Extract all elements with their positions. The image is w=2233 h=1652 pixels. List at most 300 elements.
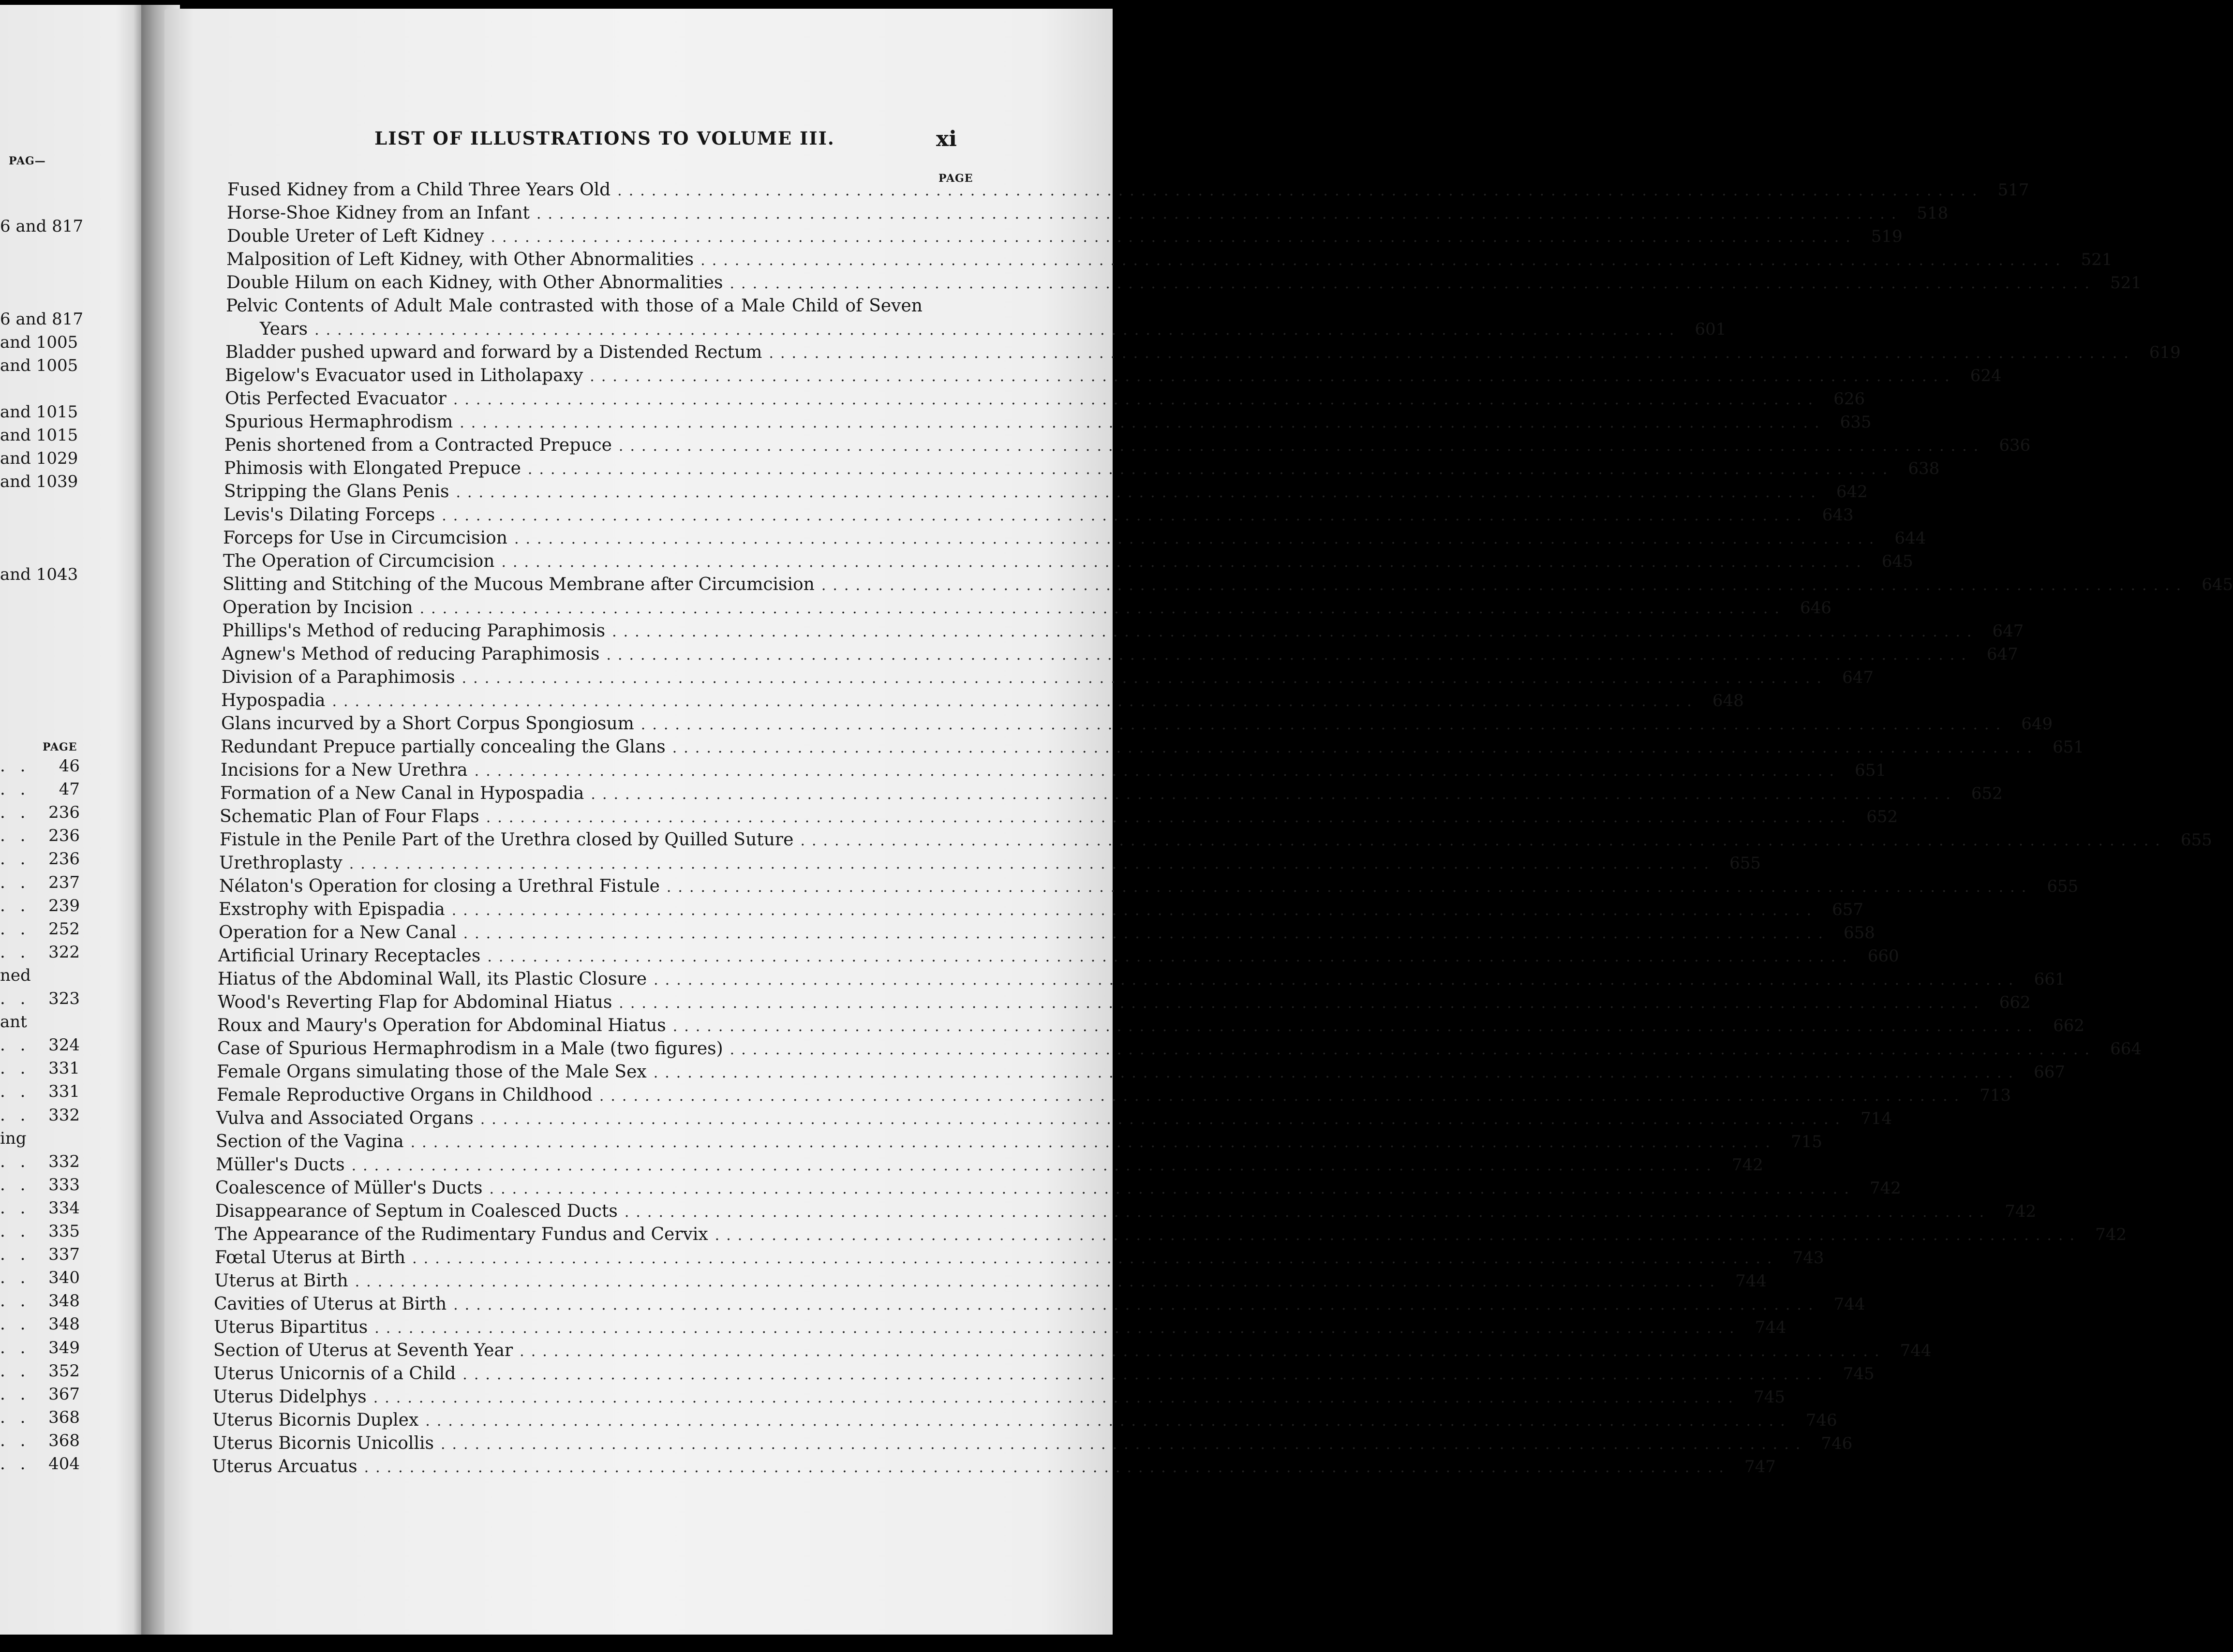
left-page-line	[0, 1129, 80, 1148]
toc-entry-page: 518	[1917, 204, 1949, 223]
left-page-leader-dots: . .	[0, 1059, 30, 1078]
leader-dots: ........................................................................................................................	[364, 1459, 1730, 1476]
left-page-line	[0, 1152, 80, 1171]
left-page-line	[0, 1012, 80, 1032]
leader-dots: ........................................................................................................................	[491, 229, 1857, 246]
toc-entry	[224, 435, 2031, 458]
toc-entry	[213, 1364, 1875, 1387]
toc-entry-page: 661	[2034, 970, 2066, 989]
toc-entry-page: 667	[2034, 1062, 2066, 1082]
toc-entry-page: 715	[1791, 1132, 1822, 1151]
toc-entry-page: 744	[1735, 1271, 1767, 1291]
toc-entry-page: 645	[1881, 552, 1913, 571]
toc-entry-page: 655	[2047, 877, 2079, 896]
toc-entry-page: 626	[1833, 389, 1865, 409]
leader-dots: ........................................................................................................................	[480, 1111, 1847, 1128]
leader-dots: ........................................................................................................................	[769, 345, 2135, 362]
left-page-line-number: 334	[48, 1198, 80, 1218]
left-page-line-number: 340	[48, 1268, 80, 1287]
toc-entry-page: 519	[1871, 227, 1903, 246]
left-page-leader-dots: . .	[0, 919, 30, 939]
toc-entry-page: 635	[1840, 413, 1872, 432]
toc-entry-page: 649	[2021, 714, 2053, 734]
toc-entry	[227, 226, 1903, 250]
toc-entry-page: 744	[1833, 1295, 1865, 1314]
left-page-leader-dots: . .	[0, 1408, 30, 1427]
toc-entry-title: Fused Kidney from a Child Three Years Old	[227, 180, 611, 200]
toc-entry-title: Malposition of Left Kidney, with Other Abnormalities	[226, 250, 694, 269]
left-page-line-number: 332	[48, 1152, 80, 1171]
toc-entry-title: Schematic Plan of Four Flaps	[220, 807, 479, 826]
toc-entry	[226, 250, 2113, 273]
left-page-line-number: 324	[48, 1035, 80, 1055]
toc-entry-page: 624	[1970, 366, 2002, 385]
left-page-line	[0, 1408, 80, 1427]
toc-entry	[215, 1201, 2037, 1224]
toc-entry-title: Uterus Unicornis of a Child	[213, 1364, 456, 1384]
leader-dots: ........................................................................................................................	[462, 1366, 1829, 1383]
toc-entry-title: Penis shortened from a Contracted Prepuce	[224, 435, 612, 455]
left-page-leader-dots: . .	[0, 1385, 30, 1404]
toc-entry-title: Horse-Shoe Kidney from an Infant	[227, 203, 530, 223]
toc-entry	[212, 1457, 1776, 1480]
left-page-line-number: 367	[48, 1385, 80, 1404]
toc-entry	[217, 1085, 2011, 1108]
toc-entry-page: 645	[2202, 575, 2233, 594]
toc-entry-page: 742	[1869, 1179, 1901, 1198]
leader-dots: ........................................................................................................................	[332, 693, 1698, 710]
leader-dots: ........................................................................................................................	[527, 461, 1894, 478]
left-page-line-number: 323	[48, 989, 80, 1008]
toc-entry-title: Spurious Hermaphrodism	[224, 412, 453, 432]
leader-dots: ........................................................................................................................	[666, 879, 2033, 896]
toc-entry-title: Incisions for a New Urethra	[221, 760, 468, 780]
toc-entry	[225, 389, 1865, 412]
toc-entry-page: 747	[1744, 1457, 1776, 1476]
leader-dots: ........................................................................................................................	[599, 1088, 1966, 1105]
toc-entry-title: Double Hilum on each Kidney, with Other Abnormalities	[226, 273, 723, 293]
page-column-label: PAGE	[938, 172, 973, 185]
toc-entry-title: Uterus Arcuatus	[212, 1457, 357, 1476]
leader-dots: ........................................................................................................................	[606, 647, 1973, 664]
left-page-leader-dots: . .	[0, 1175, 30, 1195]
left-page-line	[0, 1082, 80, 1101]
leader-dots: ........................................................................................................................	[617, 182, 1984, 199]
leader-dots: ........................................................................................................................	[654, 972, 2020, 988]
toc-entry-title: Uterus Bicornis Unicollis	[212, 1433, 434, 1453]
toc-entry	[214, 1271, 1767, 1294]
left-page-line	[0, 1245, 80, 1264]
left-page-label: PAG—	[9, 155, 46, 167]
left-page-fragment: and 1015	[0, 426, 78, 445]
toc-entry-page: 647	[1842, 668, 1874, 687]
left-page-line	[0, 756, 80, 776]
toc-entry-page: 662	[1999, 993, 2031, 1012]
leader-dots: ........................................................................................................................	[700, 252, 2067, 269]
left-page-line	[0, 1222, 80, 1241]
toc-entry	[215, 1178, 1901, 1201]
toc-entry	[221, 760, 1886, 783]
left-page-line	[0, 826, 80, 845]
left-page-line	[0, 919, 80, 939]
toc-entry-page: 601	[1695, 320, 1727, 339]
toc-entry	[221, 691, 1744, 714]
toc-entry-title: Stripping the Glans Penis	[224, 482, 449, 502]
left-page-leader-dots: . .	[0, 1245, 30, 1264]
toc-entry-title: Uterus Bipartitus	[214, 1317, 368, 1337]
left-page-line	[0, 1431, 80, 1450]
toc-entry	[224, 458, 1940, 482]
leader-dots: ........................................................................................................................	[489, 1180, 1856, 1197]
toc-entry	[217, 1039, 2142, 1062]
toc-entry-title: The Operation of Circumcision	[223, 551, 495, 571]
toc-entry-page: 713	[1980, 1086, 2011, 1105]
left-page-leader-dots: . .	[0, 1314, 30, 1334]
toc-entry-title: Division of a Paraphimosis	[222, 667, 455, 687]
toc-entry	[224, 412, 1872, 435]
leader-dots: ........................................................................................................................	[618, 438, 1985, 455]
toc-entry-title: Operation for a New Canal	[219, 923, 457, 943]
toc-entry	[224, 482, 1868, 505]
toc-entry	[222, 621, 2024, 644]
toc-entry	[225, 366, 2002, 389]
toc-entry-title: Formation of a New Canal in Hypospadia	[220, 783, 584, 803]
toc-entry	[218, 969, 2066, 992]
left-page-label-2: PAGE	[43, 741, 77, 753]
toc-entry-title: Section of Uterus at Seventh Year	[213, 1341, 513, 1360]
toc-entry-page: 521	[2110, 273, 2142, 293]
left-page-line-number: 252	[48, 919, 80, 939]
toc-entry-title: Operation by Incision	[223, 598, 413, 618]
left-page-line-number: 332	[48, 1106, 80, 1125]
toc-entry-title: Female Reproductive Organs in Childhood	[217, 1085, 593, 1105]
toc-entry-title: Vulva and Associated Organs	[216, 1108, 474, 1128]
toc-entry-title: The Appearance of the Rudimentary Fundus and Cervix	[215, 1224, 708, 1244]
toc-entry-title: Uterus Didelphys	[213, 1387, 367, 1407]
toc-entry-page: 743	[1792, 1248, 1824, 1268]
leader-dots: ........................................................................................................................	[461, 670, 1828, 687]
leader-dots: ........................................................................................................................	[314, 322, 1681, 339]
left-page-line	[0, 780, 80, 799]
left-page-leader-dots: . .	[0, 1361, 30, 1381]
leader-dots: ........................................................................................................................	[419, 600, 1786, 617]
leader-dots: ........................................................................................................................	[536, 206, 1903, 222]
toc-entry-title: Pelvic Contents of Adult Male contrasted with those of a Male Child of Seven	[226, 296, 923, 316]
toc-entry-title: Agnew's Method of reducing Paraphimosis	[222, 644, 600, 664]
toc-entry-page: 644	[1894, 529, 1926, 548]
toc-entry	[216, 1155, 1763, 1178]
toc-entry	[215, 1248, 1824, 1271]
toc-entry	[223, 598, 1831, 621]
leader-dots: ........................................................................................................................	[800, 832, 2167, 849]
left-page-fragment: and 1015	[0, 402, 78, 422]
left-page-line-number: 337	[48, 1245, 80, 1264]
toc-entry-page: 517	[1997, 180, 2029, 200]
left-page-line	[0, 1198, 80, 1218]
toc-entry-page: 657	[1832, 900, 1864, 919]
toc-entry	[217, 1062, 2066, 1085]
left-page-leader-dots: . .	[0, 873, 30, 892]
leader-dots: ........................................................................................................................	[355, 1273, 1721, 1290]
toc-entry-page: 660	[1867, 946, 1899, 966]
toc-entry	[219, 876, 2079, 900]
leader-dots: ........................................................................................................................	[821, 577, 2188, 594]
leader-dots: ........................................................................................................................	[487, 948, 1854, 965]
toc-entry-page: 658	[1844, 923, 1875, 943]
toc-entry-page: 638	[1908, 459, 1940, 478]
toc-entry	[220, 783, 2003, 807]
left-page-leader-dots: . .	[0, 1222, 30, 1241]
toc-entry-title: Phimosis with Elongated Prepuce	[224, 458, 521, 478]
toc-entry-title: Hypospadia	[221, 691, 326, 710]
toc-entry	[227, 180, 2029, 203]
toc-entry	[223, 551, 1913, 575]
left-page-line	[0, 966, 80, 985]
toc-entry	[226, 273, 2142, 296]
left-page-leader-dots: . .	[0, 1454, 30, 1474]
left-page-fragment: 6 and 817	[0, 310, 84, 329]
leader-dots: ........................................................................................................................	[425, 1413, 1792, 1430]
toc-entry	[221, 737, 2084, 760]
leader-dots: ........................................................................................................................	[640, 716, 2008, 733]
toc-entry-title: Uterus at Birth	[214, 1271, 348, 1291]
toc-entry-page: 742	[1732, 1155, 1763, 1175]
toc-entry	[223, 575, 2233, 598]
left-page-line	[0, 1361, 80, 1381]
toc-entry	[222, 667, 1874, 691]
left-page-leader-dots: . .	[0, 896, 30, 915]
left-page-leader-dots: . .	[0, 780, 30, 799]
toc-entry-title: Double Ureter of Left Kidney	[227, 226, 484, 246]
leader-dots: ........................................................................................................................	[514, 531, 1881, 547]
left-page-line-number: 46	[59, 756, 80, 776]
left-page-line-number: 349	[48, 1338, 80, 1357]
leader-dots: ........................................................................................................................	[442, 507, 1808, 524]
left-page-line	[0, 896, 80, 915]
toc-entry	[218, 992, 2031, 1016]
toc-entry-title: Nélaton's Operation for closing a Urethral Fistule	[219, 876, 660, 896]
leader-dots: ........................................................................................................................	[729, 1041, 2096, 1058]
left-page-line	[0, 1338, 80, 1357]
toc-entry	[219, 900, 1864, 923]
leader-dots: ........................................................................................................................	[453, 391, 1820, 408]
left-page-fragment: and 1039	[0, 472, 78, 491]
toc-entry-title: Fœtal Uterus at Birth	[215, 1248, 406, 1268]
toc-entry-title: Glans incurved by a Short Corpus Spongiosum	[221, 714, 634, 734]
toc-entry-page: 662	[2053, 1016, 2085, 1035]
toc-entry-title: Müller's Ducts	[216, 1155, 345, 1175]
leader-dots: ........................................................................................................................	[501, 554, 1868, 571]
toc-entry	[214, 1294, 1865, 1317]
toc-entry-title: Bigelow's Evacuator used in Litholapaxy	[225, 366, 583, 385]
left-page-leader-dots: . .	[0, 943, 30, 962]
toc-entry-title: Wood's Reverting Flap for Abdominal Hiatus	[218, 992, 612, 1012]
toc-entry-continuation: Years	[260, 319, 308, 339]
toc-entry	[216, 1108, 1892, 1132]
left-page-leader-dots: . .	[0, 1268, 30, 1287]
left-page-line	[0, 1268, 80, 1287]
left-page-fragment: and 1005	[0, 356, 78, 375]
left-page-line-number: 236	[48, 849, 80, 869]
toc-entry-page: 745	[1843, 1364, 1875, 1384]
left-page-line-text: ing	[0, 1129, 27, 1148]
toc-entry	[212, 1433, 1853, 1457]
left-page-line	[0, 989, 80, 1008]
left-page-leader-dots: . .	[0, 1082, 30, 1101]
toc-entry	[216, 1132, 1822, 1155]
toc-entry	[213, 1387, 1786, 1410]
toc-entry	[212, 1410, 1837, 1433]
toc-entry-page: 647	[1986, 645, 2018, 664]
left-page-line-number: 333	[48, 1175, 80, 1195]
toc-entry-page: 746	[1805, 1411, 1837, 1430]
left-page-fragment: 6 and 817	[0, 217, 84, 236]
left-page-line-number: 368	[48, 1408, 80, 1427]
leader-dots: ........................................................................................................................	[451, 902, 1818, 919]
left-page-fragment: and 1029	[0, 449, 78, 468]
toc-entry	[217, 1016, 2085, 1039]
toc-entry-title: Case of Spurious Hermaphrodism in a Male (two figures)	[217, 1039, 723, 1059]
left-page-line	[0, 1454, 80, 1474]
left-page-line-number: 331	[48, 1059, 80, 1078]
left-page-line	[0, 1385, 80, 1404]
left-page-line-text: ant	[0, 1012, 27, 1032]
toc-entry	[222, 644, 2018, 667]
toc-entry-title: Slitting and Stitching of the Mucous Membrane after Circumcision	[223, 575, 815, 594]
left-page-line	[0, 849, 80, 869]
leader-dots: ........................................................................................................................	[729, 275, 2096, 292]
left-page-line	[0, 1059, 80, 1078]
leader-dots: ........................................................................................................................	[624, 1204, 1991, 1221]
leader-dots: ........................................................................................................................	[460, 414, 1826, 431]
toc-entry-page: 652	[1866, 807, 1898, 826]
toc-entry	[213, 1341, 1932, 1364]
left-page-leader-dots: . .	[0, 849, 30, 869]
toc-entry-page: 652	[1971, 784, 2003, 803]
toc-entry-title: Female Organs simulating those of the Male Sex	[217, 1062, 647, 1082]
toc-entry	[220, 807, 1898, 830]
toc-entry-title: Cavities of Uterus at Birth	[214, 1294, 447, 1314]
toc-entry-page: 619	[2149, 343, 2181, 362]
leader-dots: ........................................................................................................................	[374, 1320, 1741, 1337]
toc-entry-title: Artificial Urinary Receptacles	[218, 946, 481, 966]
toc-entry	[223, 505, 1854, 528]
toc-entry-title: Section of the Vagina	[216, 1132, 404, 1151]
left-page-line-number: 239	[48, 896, 80, 915]
toc-entry	[225, 342, 2181, 366]
leader-dots: ........................................................................................................................	[373, 1389, 1740, 1406]
toc-entry-title: Phillips's Method of reducing Paraphimosis	[222, 621, 606, 641]
left-page-line	[0, 943, 80, 962]
toc-entry-page: 664	[2110, 1039, 2142, 1059]
toc-entry-page: 646	[1800, 598, 1831, 618]
toc-entry-page: 655	[1729, 854, 1761, 873]
left-page-line-number: 348	[48, 1314, 80, 1334]
left-page-leader-dots: . .	[0, 826, 30, 845]
left-page-line-text: ned	[0, 966, 31, 985]
left-page-line-number: 322	[48, 943, 80, 962]
toc-entry	[219, 853, 1761, 876]
toc-entry	[220, 830, 2212, 853]
left-page-leader-dots: . .	[0, 1431, 30, 1450]
left-page-line-number: 47	[59, 780, 80, 799]
toc-entry-page: 642	[1836, 482, 1868, 502]
toc-entry-title: Forceps for Use in Circumcision	[223, 528, 507, 548]
left-page-line-number: 352	[48, 1361, 80, 1381]
toc-entry-page: 651	[1855, 761, 1886, 780]
left-page-line-number: 331	[48, 1082, 80, 1101]
toc-entry-title: Urethroplasty	[219, 853, 342, 873]
leader-dots: ........................................................................................................................	[619, 995, 1985, 1012]
toc-entry-page: 647	[1992, 621, 2024, 641]
leader-dots: ........................................................................................................................	[351, 1157, 1718, 1174]
leader-dots: ........................................................................................................................	[410, 1134, 1777, 1151]
toc-entry-page: 744	[1755, 1318, 1786, 1337]
toc-entry	[219, 923, 1875, 946]
leader-dots: ........................................................................................................................	[349, 856, 1716, 872]
left-page-leader-dots: . .	[0, 1106, 30, 1125]
toc-entry-page: 742	[2095, 1225, 2127, 1244]
leader-dots: ........................................................................................................................	[590, 368, 1956, 385]
left-page-fragment: and 1005	[0, 333, 78, 352]
leader-dots: ........................................................................................................................	[715, 1227, 2081, 1244]
toc-entry-title: Fistule in the Penile Part of the Urethra closed by Quilled Suture	[220, 830, 794, 850]
left-page-line-number: 348	[48, 1291, 80, 1311]
toc-entry-page: 714	[1861, 1109, 1892, 1128]
left-page-line	[0, 1035, 80, 1055]
toc-entry	[215, 1224, 2127, 1248]
left-page-line-number: 236	[48, 826, 80, 845]
left-page-line-number: 237	[48, 873, 80, 892]
left-page-line-number: 335	[48, 1222, 80, 1241]
page-number: xi	[936, 127, 957, 151]
toc-entry-page: 745	[1754, 1387, 1786, 1407]
toc-entry	[223, 528, 1926, 551]
toc-entry-title: Exstrophy with Epispadia	[219, 900, 445, 919]
toc-entry-title: Bladder pushed upward and forward by a Distended Rectum	[225, 342, 762, 362]
toc-entry-title: Roux and Maury's Operation for Abdominal Hiatus	[217, 1016, 666, 1035]
left-page-leader-dots: . .	[0, 756, 30, 776]
left-page-fragment: and 1043	[0, 565, 78, 584]
left-page-line	[0, 1314, 80, 1334]
leader-dots: ........................................................................................................................	[412, 1250, 1779, 1267]
toc-entry	[221, 714, 2053, 737]
toc-entry-page: 655	[2180, 830, 2212, 850]
leader-dots: ........................................................................................................................	[440, 1436, 1807, 1453]
left-page-line	[0, 873, 80, 892]
left-page-leader-dots: . .	[0, 1152, 30, 1171]
toc-entry-page: 651	[2053, 738, 2084, 757]
left-page-leader-dots: . .	[0, 1035, 30, 1055]
left-page-leader-dots: . .	[0, 1198, 30, 1218]
leader-dots: ........................................................................................................................	[453, 1297, 1820, 1313]
page-title: LIST OF ILLUSTRATIONS TO VOLUME III.	[374, 128, 835, 149]
left-page-leader-dots: . .	[0, 1338, 30, 1357]
leader-dots: ........................................................................................................................	[591, 786, 1957, 803]
left-page-line-number: 404	[48, 1454, 80, 1474]
left-page-line	[0, 803, 80, 822]
toc-entry-page: 746	[1821, 1434, 1853, 1453]
toc-entry	[214, 1317, 1786, 1341]
leader-dots: ........................................................................................................................	[672, 739, 2039, 756]
left-page-leader-dots: . .	[0, 989, 30, 1008]
toc-entry-title: Otis Perfected Evacuator	[225, 389, 447, 409]
toc-entry-title: Levis's Dilating Forceps	[223, 505, 435, 525]
toc-entry	[227, 203, 1949, 226]
toc-entry-title: Redundant Prepuce partially concealing the Glans	[221, 737, 666, 757]
toc-entry-title: Uterus Bicornis Duplex	[212, 1410, 419, 1430]
toc-entry-page: 521	[2081, 250, 2113, 269]
